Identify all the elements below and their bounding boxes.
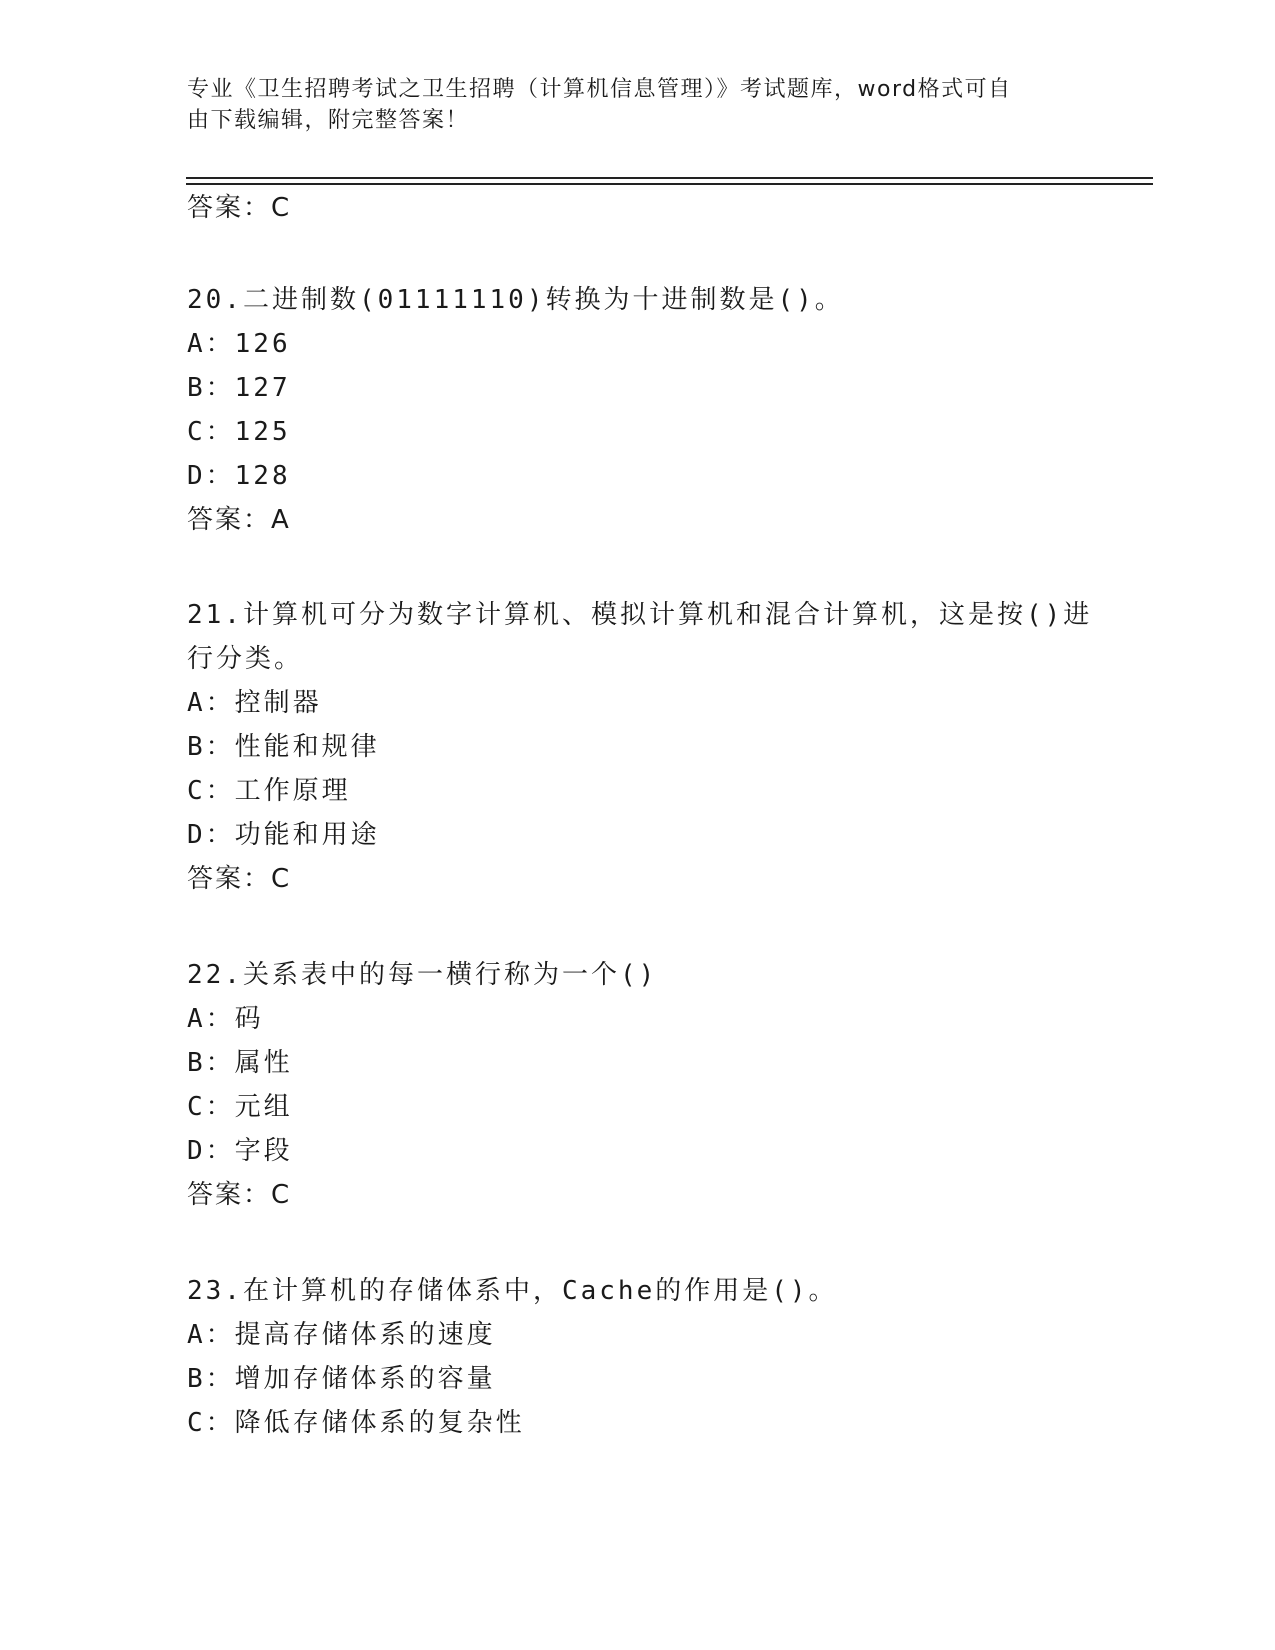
q20-option-a: A：126: [187, 329, 291, 359]
q21-answer: 答案：C: [187, 864, 292, 894]
q21-stem-line-1: 21.计算机可分为数字计算机、模拟计算机和混合计算机，这是按()进: [187, 600, 1093, 630]
q21-option-b: B：性能和规律: [187, 732, 380, 762]
q21-option-a: A：控制器: [187, 688, 322, 718]
header-line-1: 专业《卫生招聘考试之卫生招聘（计算机信息管理）》考试题库，word格式可自: [187, 77, 1012, 102]
q20-answer: 答案：A: [187, 505, 291, 535]
document-header: [187, 74, 1067, 136]
q21-stem-line-2: 行分类。: [187, 644, 304, 674]
q23-option-b: B：增加存储体系的容量: [187, 1364, 496, 1394]
q22-option-d: D：字段: [187, 1136, 293, 1166]
header-rule-bottom: [186, 183, 1153, 185]
q21-option-c: C：工作原理: [187, 776, 351, 806]
q20-option-d: D：128: [187, 461, 291, 491]
q20-stem: 20.二进制数(01111110)转换为十进制数是()。: [187, 285, 844, 315]
q20-option-b: B：127: [187, 373, 291, 403]
q23-option-c: C：降低存储体系的复杂性: [187, 1408, 525, 1438]
q22-stem: 22.关系表中的每一横行称为一个(): [187, 960, 658, 990]
previous-answer: 答案：C: [187, 193, 292, 223]
header-rule-top: [186, 177, 1153, 179]
q22-answer: 答案：C: [187, 1180, 292, 1210]
q22-option-a: A：码: [187, 1004, 264, 1034]
q20-option-c: C：125: [187, 417, 291, 447]
q21-option-d: D：功能和用途: [187, 820, 380, 850]
q22-option-c: C：元组: [187, 1092, 293, 1122]
q22-option-b: B：属性: [187, 1048, 293, 1078]
q23-option-a: A：提高存储体系的速度: [187, 1320, 496, 1350]
q23-stem: 23.在计算机的存储体系中，Cache的作用是()。: [187, 1276, 838, 1306]
header-line-2: 由下载编辑，附完整答案！: [187, 108, 470, 133]
